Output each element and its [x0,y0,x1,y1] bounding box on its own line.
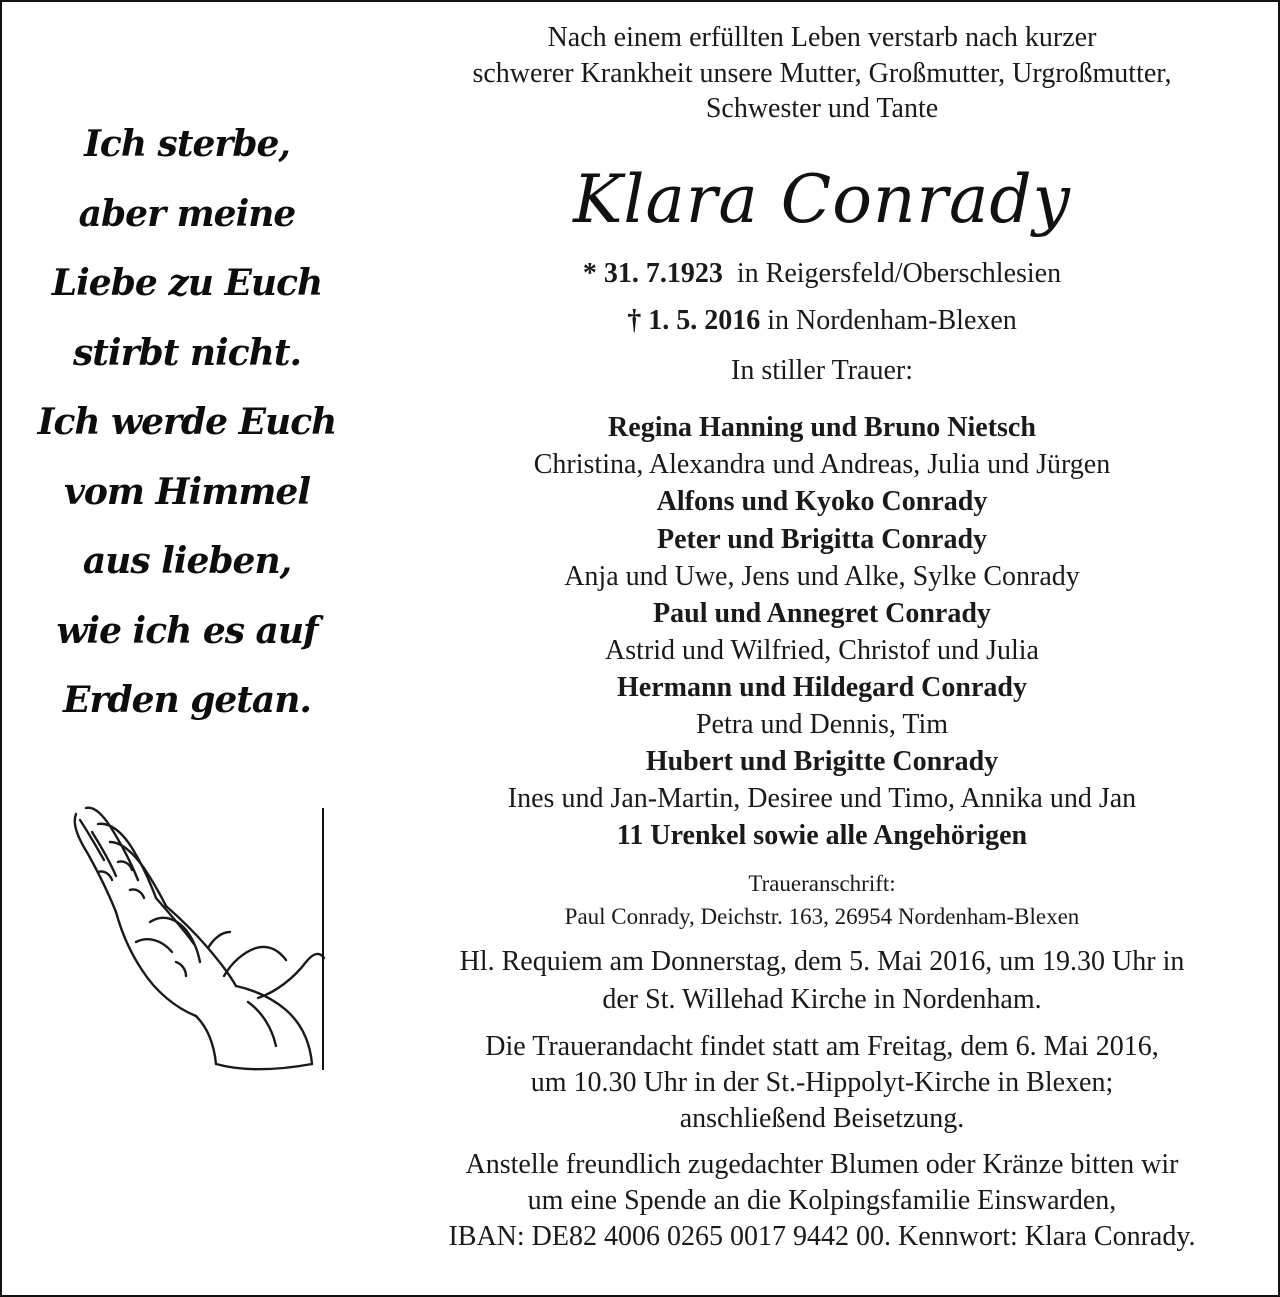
deceased-name: Klara Conrady [573,160,1071,238]
death-line [382,302,1262,339]
family-group-members: Astrid und Wilfried, Christof und Julia [605,634,1039,666]
poem-line: Ich sterbe, [84,123,290,165]
family-group-members: Anja und Uwe, Jens und Alke, Sylke Conrady [564,560,1080,592]
death-date: † 1. 5. 2016 [627,304,761,336]
family-list [382,409,1262,855]
family-group-name: 11 Urenkel sowie alle Angehörigen [616,819,1028,851]
intro-line: Schwester und Tante [705,93,939,124]
requiem-line: Hl. Requiem am Donnerstag, dem 5. Mai 2016, um 19.30 Uhr in [459,945,1185,977]
poem-line: aus lieben, [82,540,292,582]
poem-line: Liebe zu Euch [51,262,323,304]
family-group-name: Hubert und Brigitte Conrady [645,745,999,777]
intro-line: schwerer Krankheit unsere Mutter, Großmutter, Urgroßmutter, [472,57,1172,89]
poem-line: stirbt nicht. [73,331,301,374]
family-group-name: Alfons und Kyoko Conrady [656,485,988,517]
family-group-members: Ines und Jan-Martin, Desiree und Timo, Annika und Jan [507,782,1137,814]
family-group-name: Regina Hanning und Bruno Nietsch [608,411,1036,443]
andacht-line: anschließend Beisetzung. [679,1102,965,1134]
notice-body [382,20,1262,1255]
andacht-line: Die Trauerandacht findet statt am Freitag, dem 6. Mai 2016, [485,1030,1159,1062]
andacht-line: um 10.30 Uhr in der St.-Hippolyt-Kirche in Blexen; [530,1066,1114,1098]
family-group-members: Petra und Dennis, Tim [695,708,949,740]
family-group-name: Peter und Brigitta Conrady [656,523,988,555]
poem [22,110,352,736]
praying-hands-icon [58,802,328,1077]
mourning-label: In stiller Trauer: [731,354,913,386]
address: Paul Conrady, Deichstr. 163, 26954 Nordenham-Blexen [564,903,1080,929]
poem-line: wie ich es auf [56,609,318,652]
family-group-name: Paul und Annegret Conrady [653,597,991,629]
donation-line: Anstelle freundlich zugedachter Blumen oder Kränze bitten wir [465,1148,1179,1180]
intro-line: Nach einem erfüllten Leben verstarb nach kurzer [547,22,1097,53]
birth-date: * 31. 7.1923 [582,257,723,289]
poem-line: Erden getan. [63,679,311,721]
death-place: in Nordenham-Blexen [767,304,1017,336]
donation-line: um eine Spende an die Kolpingsfamilie Einswarden, [527,1184,1117,1216]
address-label: Traueranschrift: [748,870,896,896]
birth-place: in Reigersfeld/Oberschlesien [736,257,1062,289]
donation-line: IBAN: DE82 4006 0265 0017 9442 00. Kennwort: Klara Conrady. [448,1220,1196,1252]
family-group-name: Hermann und Hildegard Conrady [617,671,1027,703]
poem-line: Ich werde Euch [37,401,337,443]
family-group-members: Christina, Alexandra und Andreas, Julia und Jürgen [533,448,1111,480]
poem-line: vom Himmel [63,470,310,513]
birth-line [382,255,1262,292]
requiem-line: der St. Willehad Kirche in Nordenham. [602,983,1042,1015]
poem-line: aber meine [78,192,296,235]
divider-line [322,808,324,1070]
